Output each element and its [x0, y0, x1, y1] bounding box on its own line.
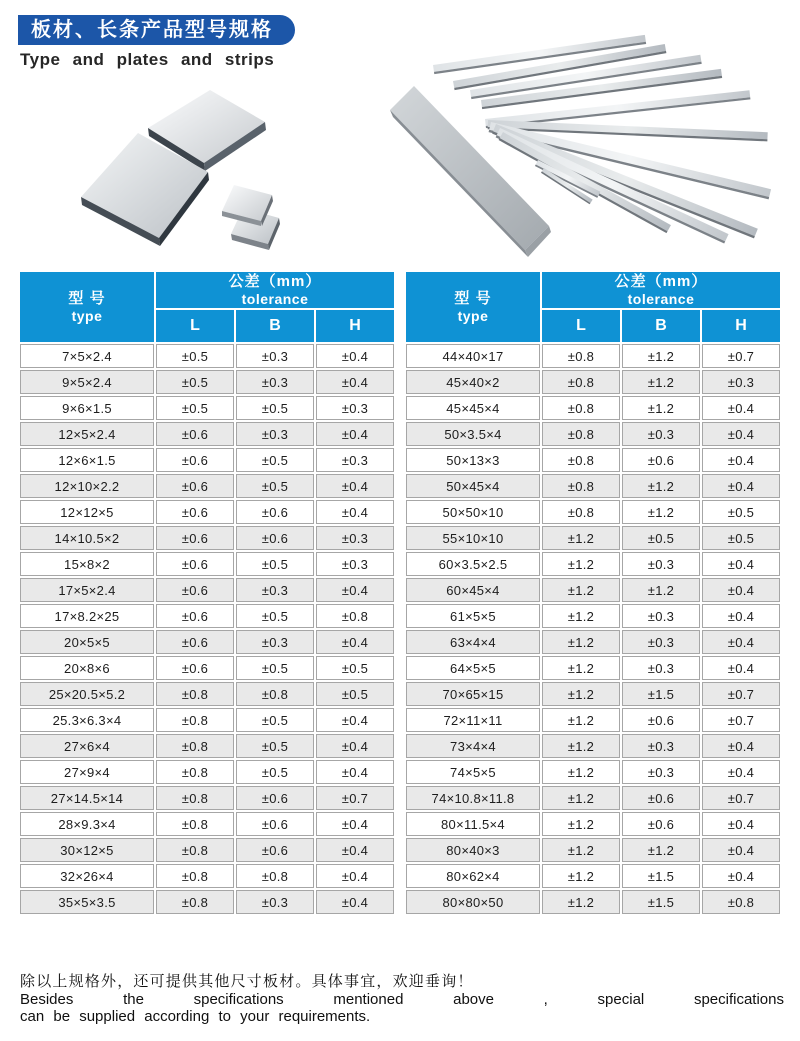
type-cell: 35×5×3.5	[20, 890, 154, 914]
tolerance-cell: ±1.2	[622, 838, 700, 862]
tolerance-cell: ±0.6	[156, 448, 234, 472]
tolerance-cell: ±0.4	[316, 370, 394, 394]
type-cell: 12×10×2.2	[20, 474, 154, 498]
tolerance-cell: ±0.5	[236, 760, 314, 784]
tolerance-cell: ±0.8	[316, 604, 394, 628]
table-row	[20, 708, 394, 732]
tolerance-cell: ±1.5	[622, 890, 700, 914]
type-cell: 72×11×11	[406, 708, 540, 732]
tolerance-cell: ±0.6	[156, 422, 234, 446]
tolerance-cell: ±0.5	[702, 500, 780, 524]
tolerance-cell: ±0.5	[236, 734, 314, 758]
type-cell: 30×12×5	[20, 838, 154, 862]
tolerance-cell: ±0.4	[316, 760, 394, 784]
table-row	[406, 604, 780, 628]
tolerance-cell: ±1.2	[542, 526, 620, 550]
table-row	[20, 396, 394, 420]
tolerance-cell: ±0.4	[702, 604, 780, 628]
tolerance-cell: ±0.6	[156, 552, 234, 576]
col-header-b: B	[236, 310, 314, 342]
table-row	[406, 838, 780, 862]
table-row	[406, 578, 780, 602]
type-cell: 12×5×2.4	[20, 422, 154, 446]
tolerance-cell: ±0.3	[622, 422, 700, 446]
tolerance-cell: ±0.6	[236, 526, 314, 550]
tolerance-cell: ±0.3	[236, 422, 314, 446]
col-header-l: L	[542, 310, 620, 342]
tolerance-cell: ±0.4	[702, 812, 780, 836]
tolerance-cell: ±0.5	[236, 604, 314, 628]
table-row	[20, 448, 394, 472]
tolerance-cell: ±1.2	[542, 838, 620, 862]
tolerance-cell: ±0.6	[622, 708, 700, 732]
tolerance-cell: ±0.3	[236, 370, 314, 394]
table-row	[20, 682, 394, 706]
tolerance-cell: ±0.6	[156, 526, 234, 550]
type-cell: 45×45×4	[406, 396, 540, 420]
type-cell: 12×12×5	[20, 500, 154, 524]
type-cell: 61×5×5	[406, 604, 540, 628]
table-row	[406, 552, 780, 576]
tolerance-cell: ±0.4	[702, 474, 780, 498]
tolerance-cell: ±0.8	[542, 448, 620, 472]
tolerance-cell: ±0.5	[236, 708, 314, 732]
tolerance-cell: ±0.4	[316, 734, 394, 758]
type-cell: 74×5×5	[406, 760, 540, 784]
type-cell: 70×65×15	[406, 682, 540, 706]
type-cell: 12×6×1.5	[20, 448, 154, 472]
tolerance-cell: ±1.2	[542, 578, 620, 602]
tolerance-cell: ±0.6	[156, 656, 234, 680]
tolerance-cell: ±0.8	[702, 890, 780, 914]
tolerance-cell: ±0.8	[236, 682, 314, 706]
tolerance-cell: ±1.2	[622, 474, 700, 498]
tolerance-cell: ±0.4	[316, 708, 394, 732]
col-header-b: B	[622, 310, 700, 342]
tolerance-cell: ±0.4	[702, 838, 780, 862]
type-cell: 50×3.5×4	[406, 422, 540, 446]
tolerance-cell: ±0.4	[316, 578, 394, 602]
tolerance-cell: ±0.8	[542, 422, 620, 446]
tolerance-cell: ±0.8	[156, 812, 234, 836]
tolerance-cell: ±1.2	[542, 630, 620, 654]
tolerance-cell: ±0.5	[156, 396, 234, 420]
type-cell: 45×40×2	[406, 370, 540, 394]
tolerance-cell: ±0.6	[622, 448, 700, 472]
tolerance-cell: ±0.4	[702, 396, 780, 420]
table-row	[20, 526, 394, 550]
plates-photo	[60, 85, 390, 260]
tolerance-cell: ±0.6	[622, 786, 700, 810]
tolerance-cell: ±0.6	[236, 500, 314, 524]
wide-bar	[390, 86, 551, 257]
tolerance-cell: ±0.3	[622, 760, 700, 784]
type-cell: 80×80×50	[406, 890, 540, 914]
tolerance-cell: ±1.2	[542, 734, 620, 758]
tolerance-cell: ±0.5	[236, 396, 314, 420]
table-row	[406, 396, 780, 420]
type-cell: 7×5×2.4	[20, 344, 154, 368]
type-cell: 80×62×4	[406, 864, 540, 888]
table-row	[20, 422, 394, 446]
type-column-header: 型 号 type	[406, 272, 540, 342]
table-row	[406, 526, 780, 550]
table-row	[406, 760, 780, 784]
type-cell: 80×40×3	[406, 838, 540, 862]
type-cell: 63×4×4	[406, 630, 540, 654]
table-row	[20, 734, 394, 758]
tolerance-cell: ±0.5	[702, 526, 780, 550]
table-row	[20, 838, 394, 862]
tolerance-cell: ±0.5	[236, 552, 314, 576]
tolerance-cell: ±0.7	[702, 682, 780, 706]
table-row	[406, 890, 780, 914]
table-row	[20, 344, 394, 368]
tolerance-cell: ±0.3	[622, 552, 700, 576]
table-row	[406, 422, 780, 446]
tolerance-cell: ±0.8	[156, 838, 234, 862]
spec-table-left	[18, 270, 396, 916]
table-row	[20, 760, 394, 784]
col-header-l: L	[156, 310, 234, 342]
tolerance-cell: ±0.4	[702, 734, 780, 758]
table-row	[406, 630, 780, 654]
type-cell: 27×6×4	[20, 734, 154, 758]
type-cell: 25.3×6.3×4	[20, 708, 154, 732]
tolerance-cell: ±1.5	[622, 682, 700, 706]
col-header-h: H	[702, 310, 780, 342]
type-cell: 9×5×2.4	[20, 370, 154, 394]
tolerance-cell: ±0.3	[316, 552, 394, 576]
tolerance-cell: ±0.4	[702, 656, 780, 680]
tolerance-cell: ±0.8	[542, 396, 620, 420]
footer-note-en-line1: Besides the specifications mentioned above , special specifications	[20, 991, 784, 1008]
type-cell: 64×5×5	[406, 656, 540, 680]
table-row	[406, 786, 780, 810]
tolerance-cell: ±0.3	[622, 656, 700, 680]
tolerance-cell: ±0.8	[156, 890, 234, 914]
tolerance-cell: ±0.4	[316, 838, 394, 862]
tolerance-cell: ±0.4	[702, 760, 780, 784]
tolerance-cell: ±0.4	[316, 474, 394, 498]
table-row	[20, 864, 394, 888]
page-title-banner	[18, 15, 295, 45]
tolerance-cell: ±0.8	[236, 864, 314, 888]
tolerance-cell: ±0.3	[622, 630, 700, 654]
tolerance-cell: ±1.2	[542, 760, 620, 784]
table-row	[406, 656, 780, 680]
table-row	[406, 344, 780, 368]
type-cell: 27×9×4	[20, 760, 154, 784]
table-row	[20, 812, 394, 836]
footer-note-en-line2: can be supplied according to your requirements.	[20, 1008, 371, 1025]
tolerance-cell: ±0.8	[156, 760, 234, 784]
tolerance-cell: ±1.2	[542, 890, 620, 914]
type-cell: 50×13×3	[406, 448, 540, 472]
type-cell: 44×40×17	[406, 344, 540, 368]
tolerance-cell: ±0.6	[156, 500, 234, 524]
tolerance-cell: ±0.7	[702, 708, 780, 732]
type-column-header: 型 号 type	[20, 272, 154, 342]
table-row	[406, 812, 780, 836]
tolerance-cell: ±1.2	[542, 812, 620, 836]
tolerance-cell: ±1.2	[622, 370, 700, 394]
tolerance-cell: ±0.8	[156, 734, 234, 758]
tolerance-cell: ±0.5	[622, 526, 700, 550]
footer-note	[20, 972, 784, 1025]
tolerance-cell: ±0.7	[702, 786, 780, 810]
tolerance-cell: ±1.2	[542, 682, 620, 706]
tolerance-cell: ±0.4	[316, 812, 394, 836]
tolerance-cell: ±0.8	[156, 682, 234, 706]
tolerance-cell: ±1.2	[542, 864, 620, 888]
tolerance-cell: ±0.4	[316, 422, 394, 446]
tolerance-cell: ±0.5	[236, 474, 314, 498]
tolerance-cell: ±1.2	[622, 578, 700, 602]
tolerance-cell: ±0.4	[702, 864, 780, 888]
table-row	[20, 474, 394, 498]
tolerance-cell: ±0.7	[702, 344, 780, 368]
tolerance-column-header: 公差（mm） tolerance	[542, 272, 780, 308]
tolerance-cell: ±0.3	[316, 396, 394, 420]
table-row	[406, 864, 780, 888]
tolerance-cell: ±0.4	[316, 344, 394, 368]
type-cell: 14×10.5×2	[20, 526, 154, 550]
type-cell: 60×3.5×2.5	[406, 552, 540, 576]
table-row	[406, 474, 780, 498]
tolerance-cell: ±0.3	[622, 734, 700, 758]
table-row	[20, 786, 394, 810]
tolerance-cell: ±0.5	[156, 370, 234, 394]
tolerance-cell: ±0.3	[316, 448, 394, 472]
table-row	[20, 578, 394, 602]
type-cell: 50×50×10	[406, 500, 540, 524]
tolerance-cell: ±0.4	[702, 448, 780, 472]
table-row	[20, 500, 394, 524]
table-row	[20, 370, 394, 394]
tolerance-cell: ±1.2	[542, 708, 620, 732]
tolerance-cell: ±0.3	[702, 370, 780, 394]
type-cell: 17×5×2.4	[20, 578, 154, 602]
tolerance-cell: ±0.8	[156, 786, 234, 810]
type-cell: 74×10.8×11.8	[406, 786, 540, 810]
table-row	[406, 734, 780, 758]
tolerance-cell: ±1.2	[622, 344, 700, 368]
type-cell: 20×5×5	[20, 630, 154, 654]
tolerance-cell: ±0.6	[236, 812, 314, 836]
tolerance-cell: ±1.2	[542, 552, 620, 576]
tolerance-cell: ±0.3	[236, 630, 314, 654]
type-cell: 32×26×4	[20, 864, 154, 888]
tolerance-cell: ±1.5	[622, 864, 700, 888]
table-row	[20, 604, 394, 628]
tolerance-cell: ±0.8	[156, 864, 234, 888]
tolerance-cell: ±1.2	[542, 604, 620, 628]
type-cell: 27×14.5×14	[20, 786, 154, 810]
spec-tables	[18, 270, 782, 916]
tolerance-cell: ±0.4	[316, 890, 394, 914]
tolerance-cell: ±0.7	[316, 786, 394, 810]
table-row	[406, 370, 780, 394]
type-cell: 50×45×4	[406, 474, 540, 498]
page-title: 板材、长条产品型号规格	[31, 19, 273, 41]
table-row	[406, 500, 780, 524]
tolerance-cell: ±0.3	[622, 604, 700, 628]
tolerance-cell: ±0.3	[236, 344, 314, 368]
tolerance-cell: ±0.4	[702, 630, 780, 654]
table-row	[20, 656, 394, 680]
tolerance-cell: ±0.8	[156, 708, 234, 732]
spec-table-right	[404, 270, 782, 916]
type-cell: 20×8×6	[20, 656, 154, 680]
tolerance-cell: ±0.6	[622, 812, 700, 836]
type-cell: 17×8.2×25	[20, 604, 154, 628]
tolerance-cell: ±0.6	[156, 474, 234, 498]
tolerance-column-header: 公差（mm） tolerance	[156, 272, 394, 308]
tolerance-cell: ±1.2	[542, 656, 620, 680]
type-cell: 25×20.5×5.2	[20, 682, 154, 706]
table-row	[20, 890, 394, 914]
tolerance-cell: ±0.8	[542, 474, 620, 498]
type-cell: 55×10×10	[406, 526, 540, 550]
tolerance-cell: ±0.8	[542, 370, 620, 394]
tolerance-cell: ±0.6	[156, 604, 234, 628]
table-row	[406, 708, 780, 732]
tolerance-cell: ±0.6	[236, 786, 314, 810]
tolerance-cell: ±0.8	[542, 344, 620, 368]
page-subtitle: Type and plates and strips	[20, 50, 275, 69]
tolerance-cell: ±0.4	[702, 552, 780, 576]
tolerance-cell: ±0.6	[236, 838, 314, 862]
tolerance-cell: ±0.8	[542, 500, 620, 524]
table-row	[20, 552, 394, 576]
type-cell: 80×11.5×4	[406, 812, 540, 836]
type-cell: 28×9.3×4	[20, 812, 154, 836]
type-cell: 15×8×2	[20, 552, 154, 576]
tolerance-cell: ±0.4	[702, 422, 780, 446]
tolerance-cell: ±0.6	[156, 578, 234, 602]
type-cell: 60×45×4	[406, 578, 540, 602]
tolerance-cell: ±0.4	[316, 500, 394, 524]
type-cell: 9×6×1.5	[20, 396, 154, 420]
tolerance-cell: ±0.4	[316, 864, 394, 888]
tolerance-cell: ±0.4	[702, 578, 780, 602]
tolerance-cell: ±1.2	[622, 396, 700, 420]
tolerance-cell: ±0.5	[316, 682, 394, 706]
col-header-h: H	[316, 310, 394, 342]
tolerance-cell: ±0.3	[236, 578, 314, 602]
tolerance-cell: ±0.4	[316, 630, 394, 654]
tolerance-cell: ±0.5	[156, 344, 234, 368]
table-row	[20, 630, 394, 654]
type-cell: 73×4×4	[406, 734, 540, 758]
tolerance-cell: ±0.6	[156, 630, 234, 654]
footer-note-zh: 除以上规格外，还可提供其他尺寸板材。具体事宜，欢迎垂询！	[20, 973, 474, 990]
tolerance-cell: ±0.3	[316, 526, 394, 550]
tolerance-cell: ±0.5	[316, 656, 394, 680]
table-row	[406, 448, 780, 472]
tolerance-cell: ±1.2	[622, 500, 700, 524]
tolerance-cell: ±0.5	[236, 448, 314, 472]
table-row	[406, 682, 780, 706]
strips-photo	[388, 22, 798, 262]
tolerance-cell: ±0.3	[236, 890, 314, 914]
tolerance-cell: ±0.5	[236, 656, 314, 680]
tolerance-cell: ±1.2	[542, 786, 620, 810]
